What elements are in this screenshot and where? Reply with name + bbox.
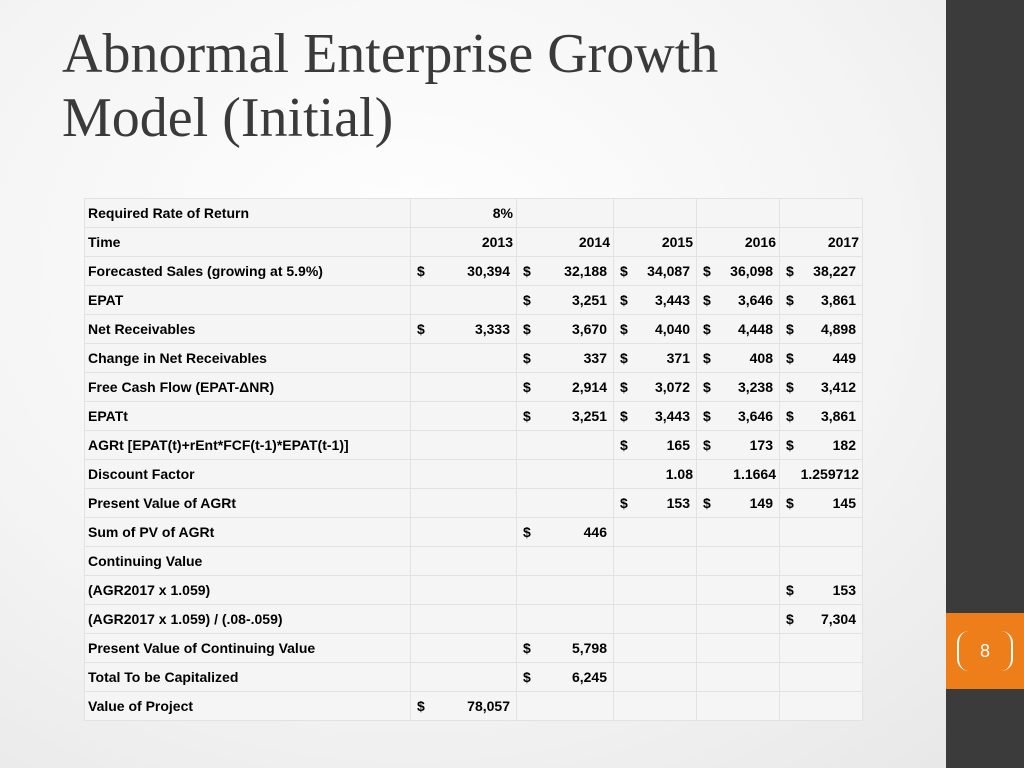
table-row xyxy=(85,634,863,663)
amount: 145 xyxy=(832,495,856,511)
amount: 78,057 xyxy=(467,698,510,714)
currency-cell xyxy=(411,315,517,344)
currency-cell xyxy=(697,431,780,460)
currency-cell xyxy=(517,257,614,286)
currency-symbol: $ xyxy=(620,263,628,279)
currency-symbol: $ xyxy=(703,350,711,366)
row-label: (AGR2017 x 1.059) / (.08-.059) xyxy=(85,605,411,634)
table-row xyxy=(85,431,863,460)
currency-value xyxy=(520,524,610,540)
currency-cell xyxy=(614,373,697,402)
currency-value xyxy=(783,350,859,366)
currency-cell xyxy=(780,576,863,605)
empty-cell xyxy=(517,199,614,228)
currency-symbol: $ xyxy=(620,495,628,511)
empty-cell xyxy=(780,547,863,576)
currency-value xyxy=(783,611,859,627)
currency-symbol: $ xyxy=(786,582,794,598)
table-row xyxy=(85,460,863,489)
empty-cell xyxy=(411,634,517,663)
currency-value xyxy=(617,408,693,424)
empty-cell xyxy=(697,199,780,228)
amount: 182 xyxy=(832,437,856,453)
empty-cell xyxy=(411,663,517,692)
empty-cell xyxy=(614,692,697,721)
amount: 3,072 xyxy=(654,379,690,395)
currency-symbol: $ xyxy=(620,408,628,424)
amount: 5,798 xyxy=(571,640,607,656)
empty-cell xyxy=(411,460,517,489)
currency-cell xyxy=(697,402,780,431)
amount: 38,227 xyxy=(813,263,856,279)
currency-symbol: $ xyxy=(786,611,794,627)
empty-cell xyxy=(614,663,697,692)
currency-value xyxy=(700,408,776,424)
empty-cell xyxy=(697,663,780,692)
row-label: Value of Project xyxy=(85,692,411,721)
row-label: Time xyxy=(85,228,411,257)
table-row xyxy=(85,547,863,576)
empty-cell xyxy=(517,605,614,634)
currency-cell xyxy=(780,431,863,460)
currency-cell xyxy=(780,402,863,431)
currency-value xyxy=(617,263,693,279)
amount: 30,394 xyxy=(467,263,510,279)
currency-value xyxy=(700,379,776,395)
currency-value xyxy=(783,379,859,395)
currency-symbol: $ xyxy=(523,350,531,366)
amount: 3,238 xyxy=(737,379,773,395)
currency-value xyxy=(783,408,859,424)
currency-value xyxy=(783,495,859,511)
currency-symbol: $ xyxy=(786,350,794,366)
currency-cell xyxy=(517,315,614,344)
row-label: Present Value of AGRt xyxy=(85,489,411,518)
row-label: EPAT xyxy=(85,286,411,315)
currency-cell xyxy=(517,518,614,547)
row-label: AGRt [EPAT(t)+rEnt*FCF(t-1)*EPAT(t-1)] xyxy=(85,431,411,460)
row-label: Free Cash Flow (EPAT-ΔNR) xyxy=(85,373,411,402)
empty-cell xyxy=(411,373,517,402)
amount: 3,443 xyxy=(654,408,690,424)
currency-cell xyxy=(697,257,780,286)
value-cell: 1.08 xyxy=(614,460,697,489)
empty-cell xyxy=(697,605,780,634)
currency-value xyxy=(414,321,513,337)
value-cell: 2017 xyxy=(780,228,863,257)
currency-value xyxy=(617,437,693,453)
empty-cell xyxy=(697,634,780,663)
table-row xyxy=(85,257,863,286)
table-row xyxy=(85,286,863,315)
currency-symbol: $ xyxy=(703,379,711,395)
currency-symbol: $ xyxy=(417,698,425,714)
currency-value xyxy=(617,495,693,511)
currency-symbol: $ xyxy=(523,263,531,279)
currency-cell xyxy=(411,257,517,286)
empty-cell xyxy=(614,518,697,547)
currency-symbol: $ xyxy=(523,524,531,540)
table-row xyxy=(85,228,863,257)
table-row xyxy=(85,605,863,634)
table-row xyxy=(85,344,863,373)
amount: 3,646 xyxy=(737,292,773,308)
page-number: 8 xyxy=(979,641,990,661)
amount: 153 xyxy=(832,582,856,598)
table-row xyxy=(85,199,863,228)
currency-value xyxy=(783,292,859,308)
empty-cell xyxy=(517,547,614,576)
currency-value xyxy=(783,321,859,337)
amount: 337 xyxy=(583,350,607,366)
value-cell: 2014 xyxy=(517,228,614,257)
currency-value xyxy=(414,698,513,714)
currency-symbol: $ xyxy=(703,437,711,453)
amount: 165 xyxy=(666,437,690,453)
currency-symbol: $ xyxy=(703,321,711,337)
amount: 449 xyxy=(832,350,856,366)
table-row xyxy=(85,663,863,692)
currency-symbol: $ xyxy=(703,408,711,424)
row-label: EPATt xyxy=(85,402,411,431)
table-row xyxy=(85,518,863,547)
amount: 36,098 xyxy=(730,263,773,279)
currency-symbol: $ xyxy=(786,408,794,424)
row-label: Continuing Value xyxy=(85,547,411,576)
currency-cell xyxy=(780,489,863,518)
amount: 4,040 xyxy=(654,321,690,337)
currency-value xyxy=(520,408,610,424)
currency-value xyxy=(520,350,610,366)
empty-cell xyxy=(614,634,697,663)
empty-cell xyxy=(411,286,517,315)
currency-cell xyxy=(697,315,780,344)
row-label: Change in Net Receivables xyxy=(85,344,411,373)
currency-symbol: $ xyxy=(703,495,711,511)
amount: 173 xyxy=(749,437,773,453)
currency-symbol: $ xyxy=(620,321,628,337)
value-cell: 2013 xyxy=(411,228,517,257)
currency-symbol: $ xyxy=(620,437,628,453)
empty-cell xyxy=(614,605,697,634)
empty-cell xyxy=(411,576,517,605)
row-label: Forecasted Sales (growing at 5.9%) xyxy=(85,257,411,286)
currency-symbol: $ xyxy=(703,263,711,279)
currency-symbol: $ xyxy=(786,437,794,453)
empty-cell xyxy=(517,576,614,605)
currency-value xyxy=(700,321,776,337)
value-cell: 8% xyxy=(411,199,517,228)
amount: 3,670 xyxy=(571,321,607,337)
empty-cell xyxy=(780,692,863,721)
currency-symbol: $ xyxy=(523,640,531,656)
empty-cell xyxy=(411,402,517,431)
amount: 34,087 xyxy=(647,263,690,279)
empty-cell xyxy=(697,576,780,605)
amount: 7,304 xyxy=(820,611,856,627)
empty-cell xyxy=(411,605,517,634)
currency-cell xyxy=(780,373,863,402)
currency-value xyxy=(700,437,776,453)
row-label: Sum of PV of AGRt xyxy=(85,518,411,547)
row-label: Discount Factor xyxy=(85,460,411,489)
currency-symbol: $ xyxy=(523,292,531,308)
valuation-table-body xyxy=(85,199,863,721)
value-cell: 2016 xyxy=(697,228,780,257)
amount: 371 xyxy=(666,350,690,366)
amount: 446 xyxy=(583,524,607,540)
amount: 149 xyxy=(749,495,773,511)
currency-cell xyxy=(780,315,863,344)
currency-symbol: $ xyxy=(523,669,531,685)
currency-cell xyxy=(780,286,863,315)
currency-value xyxy=(617,350,693,366)
empty-cell xyxy=(780,518,863,547)
currency-symbol: $ xyxy=(786,292,794,308)
empty-cell xyxy=(517,692,614,721)
currency-cell xyxy=(411,692,517,721)
row-label: (AGR2017 x 1.059) xyxy=(85,576,411,605)
amount: 3,646 xyxy=(737,408,773,424)
currency-symbol: $ xyxy=(620,292,628,308)
empty-cell xyxy=(614,576,697,605)
currency-cell xyxy=(614,402,697,431)
table-row xyxy=(85,489,863,518)
currency-cell xyxy=(517,286,614,315)
amount: 3,412 xyxy=(820,379,856,395)
empty-cell xyxy=(780,663,863,692)
empty-cell xyxy=(411,547,517,576)
currency-symbol: $ xyxy=(703,292,711,308)
value-cell: 1.259712 xyxy=(780,460,863,489)
slide-title-line-1: Abnormal Enterprise Growth xyxy=(62,23,719,85)
empty-cell xyxy=(517,460,614,489)
currency-value xyxy=(700,495,776,511)
currency-cell xyxy=(517,663,614,692)
currency-cell xyxy=(517,373,614,402)
currency-cell xyxy=(614,315,697,344)
currency-cell xyxy=(614,489,697,518)
table-row xyxy=(85,373,863,402)
value-cell: 2015 xyxy=(614,228,697,257)
currency-symbol: $ xyxy=(786,263,794,279)
table-row xyxy=(85,315,863,344)
table-row xyxy=(85,692,863,721)
empty-cell xyxy=(614,547,697,576)
currency-value xyxy=(617,379,693,395)
currency-value xyxy=(520,669,610,685)
empty-cell xyxy=(697,692,780,721)
currency-cell xyxy=(780,257,863,286)
table-row xyxy=(85,402,863,431)
currency-symbol: $ xyxy=(786,495,794,511)
currency-value xyxy=(520,292,610,308)
currency-cell xyxy=(517,634,614,663)
empty-cell xyxy=(614,199,697,228)
currency-cell xyxy=(697,286,780,315)
currency-symbol: $ xyxy=(417,321,425,337)
currency-cell xyxy=(517,402,614,431)
row-label: Present Value of Continuing Value xyxy=(85,634,411,663)
amount: 3,443 xyxy=(654,292,690,308)
currency-cell xyxy=(780,605,863,634)
currency-symbol: $ xyxy=(786,321,794,337)
amount: 3,251 xyxy=(571,408,607,424)
amount: 153 xyxy=(666,495,690,511)
table-row xyxy=(85,576,863,605)
currency-value xyxy=(700,350,776,366)
currency-symbol: $ xyxy=(523,321,531,337)
currency-cell xyxy=(517,344,614,373)
currency-value xyxy=(520,321,610,337)
amount: 3,251 xyxy=(571,292,607,308)
currency-value xyxy=(617,292,693,308)
empty-cell xyxy=(780,634,863,663)
currency-value xyxy=(783,437,859,453)
empty-cell xyxy=(780,199,863,228)
amount: 4,448 xyxy=(737,321,773,337)
currency-value xyxy=(700,292,776,308)
currency-cell xyxy=(697,489,780,518)
currency-cell xyxy=(697,344,780,373)
amount: 3,861 xyxy=(820,408,856,424)
currency-symbol: $ xyxy=(620,350,628,366)
row-label: Total To be Capitalized xyxy=(85,663,411,692)
valuation-table xyxy=(84,198,863,721)
currency-symbol: $ xyxy=(620,379,628,395)
currency-cell xyxy=(614,344,697,373)
currency-cell xyxy=(614,431,697,460)
currency-symbol: $ xyxy=(417,263,425,279)
empty-cell xyxy=(697,518,780,547)
currency-value xyxy=(520,379,610,395)
row-label: Net Receivables xyxy=(85,315,411,344)
page-number-box xyxy=(946,613,1024,689)
amount: 3,861 xyxy=(820,292,856,308)
empty-cell xyxy=(411,344,517,373)
currency-value xyxy=(617,321,693,337)
empty-cell xyxy=(517,431,614,460)
amount: 2,914 xyxy=(571,379,607,395)
currency-cell xyxy=(614,257,697,286)
empty-cell xyxy=(411,518,517,547)
currency-cell xyxy=(614,286,697,315)
currency-cell xyxy=(780,344,863,373)
currency-value xyxy=(520,640,610,656)
value-cell: 1.1664 xyxy=(697,460,780,489)
amount: 4,898 xyxy=(820,321,856,337)
currency-value xyxy=(783,263,859,279)
slide-title xyxy=(62,22,922,150)
empty-cell xyxy=(411,431,517,460)
currency-symbol: $ xyxy=(523,408,531,424)
currency-value xyxy=(783,582,859,598)
currency-symbol: $ xyxy=(786,379,794,395)
empty-cell xyxy=(517,489,614,518)
amount: 3,333 xyxy=(474,321,510,337)
row-label: Required Rate of Return xyxy=(85,199,411,228)
amount: 408 xyxy=(749,350,773,366)
amount: 6,245 xyxy=(571,669,607,685)
amount: 32,188 xyxy=(564,263,607,279)
currency-value xyxy=(414,263,513,279)
currency-value xyxy=(700,263,776,279)
currency-symbol: $ xyxy=(523,379,531,395)
slide-title-line-2: Model (Initial) xyxy=(62,87,394,149)
currency-cell xyxy=(697,373,780,402)
currency-value xyxy=(520,263,610,279)
empty-cell xyxy=(411,489,517,518)
empty-cell xyxy=(697,547,780,576)
